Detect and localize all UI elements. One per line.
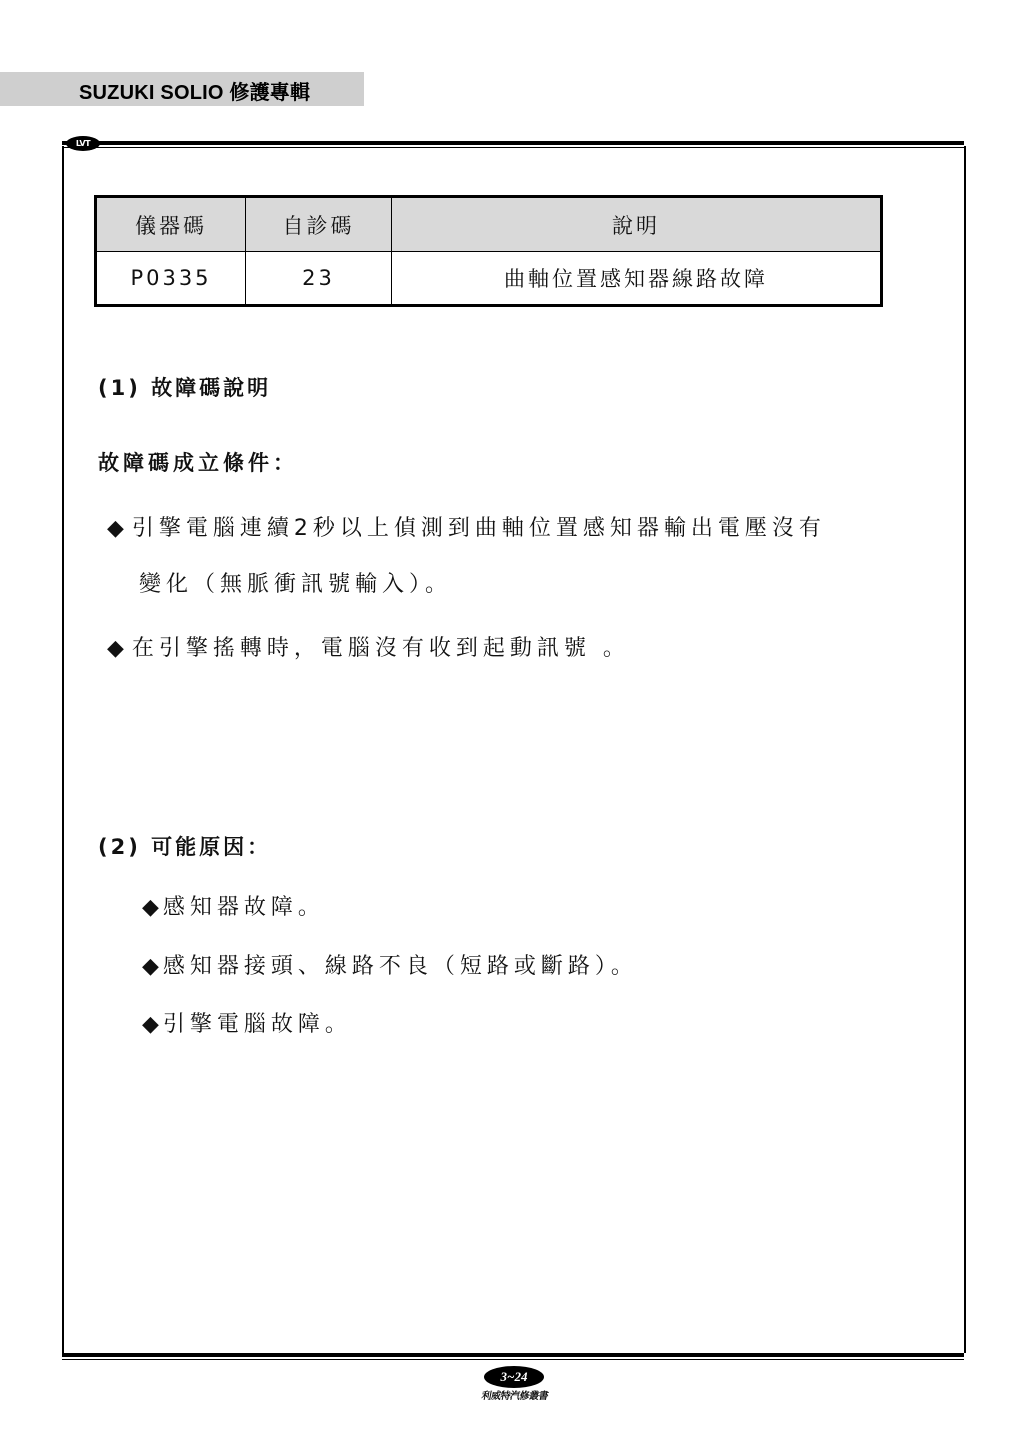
diamond-bullet-icon: ◆ [142, 895, 159, 920]
table-header-row [96, 197, 882, 252]
bottom-rule-thick [62, 1353, 964, 1357]
header-instrument-code: 儀器碼 [96, 197, 246, 252]
condition-bullet-2 [107, 631, 630, 662]
diamond-bullet-icon: ◆ [107, 516, 124, 541]
header-description: 說明 [392, 197, 882, 252]
section2-title: (2) 可能原因： [98, 835, 272, 859]
condition-bullet-1 [107, 511, 826, 542]
cause-bullet-2 [142, 949, 638, 980]
diamond-bullet-icon: ◆ [142, 1012, 159, 1037]
cell-self-diagnosis-code: 23 [246, 252, 392, 306]
cause-bullet-3 [142, 1007, 352, 1038]
diamond-bullet-icon: ◆ [142, 954, 159, 979]
top-rule-thick [62, 141, 964, 145]
page-number-badge: 3~24 [484, 1366, 544, 1388]
cause-bullet-1 [142, 890, 325, 921]
cell-instrument-code: P0335 [96, 252, 246, 306]
header-self-diagnosis-code: 自診碼 [246, 197, 392, 252]
dtc-table [94, 195, 883, 307]
diamond-bullet-icon: ◆ [107, 636, 124, 661]
page-frame [62, 146, 966, 1353]
section1-subtitle: 故障碼成立條件： [98, 451, 298, 475]
cell-description: 曲軸位置感知器線路故障 [392, 252, 882, 306]
publisher-name: 利威特汽修叢書 [480, 1391, 549, 1402]
cause-text-2: 感知器接頭、線路不良（短路或斷路）。 [162, 954, 638, 979]
table-row [96, 252, 882, 306]
header-title: SUZUKI SOLIO 修護專輯 [79, 82, 311, 104]
condition-text-1b: 變化（無脈衝訊號輸入）。 [139, 572, 453, 597]
cause-text-1: 感知器故障。 [162, 895, 325, 920]
bottom-rule-thin [62, 1359, 964, 1360]
condition-text-1a: 引擎電腦連續2秒以上偵測到曲軸位置感知器輸出電壓沒有 [131, 516, 826, 541]
publisher-logo: LVT [66, 136, 100, 151]
cause-text-3: 引擎電腦故障。 [162, 1012, 352, 1037]
section1-title: (1) 故障碼說明 [98, 376, 272, 400]
condition-text-2: 在引擎搖轉時，電腦沒有收到起動訊號 。 [131, 636, 630, 661]
